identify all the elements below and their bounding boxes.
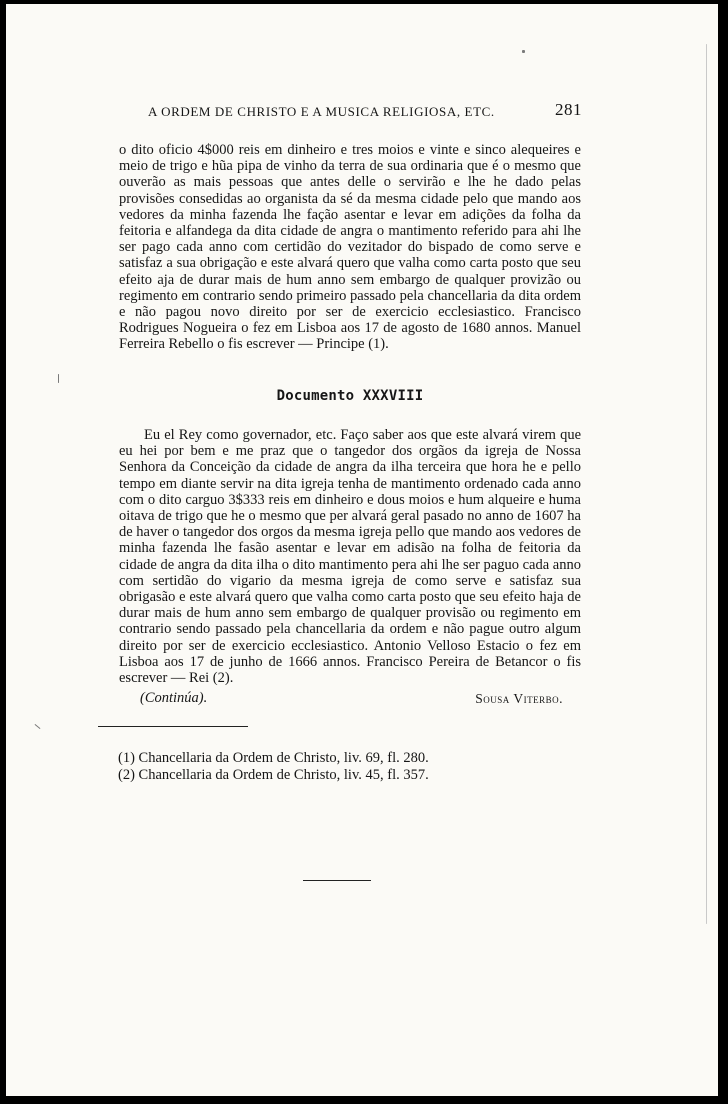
footnotes [118,750,588,784]
body-paragraph-1: o dito oficio 4$000 reis em dinheiro e tres moios e vinte e sinco alequeires e meio de trigo e hũa pipa de vinho da terra de sua ordinaria que é o mesmo que ouverão as mais pessoas que antes delle o servirão e lhe he dado pelas provisões consedidas ao organista da sé da mesma cidade pelo que mando aos vedores da minha fazenda lhe fação asentar e levar em adições da folha da feitoria e alfandega da dita cidade de angra o mantimento referido para ahi lhe ser pago cada anno com certidão do vezitador do bispado de como serve e satisfaz a sua obrigação e este alvará quero que valha como carta posto que seu efeito aja de durar mais de hum anno sem embargo de qualquer provizão ou regimento em contrario sendo primeiro passado pela chancellaria da dita ordem e não pagou novo direito por ser de exercicio ecclesiastico. Francisco Rodrigues Nogueira o fez em Lisboa aos 17 de agosto de 1680 annos. Manuel Ferreira Rebello o fis escrever — Principe (1). [119,142,581,353]
body-paragraph-2: Eu el Rey como governador, etc. Faço saber aos que este alvará virem que eu hei por bem e me praz que o tangedor dos orgãos da igreja de Nossa Senhora da Conceição da cidade de angra da ilha terceira que hora he e pello tempo em diante servir na dita igreja tenha de mantimento ordenado cada anno com o dito carguo 3$333 reis em dinheiro e dous moios e hum alqueire e huma oitava de trigo que he o mesmo que per alvará geral pasado no anno de 1607 ha de haver o tangedor dos orgos da mesma igreja pello que mando aos vedores de minha fazenda lhe fasão asentar e levar em adisão na folha de feitoria da cidade de angra da dita ilha o dito mantimento pera ahi lhe ser paguo cada anno com sertidão do vigario da mesma igreja de como serve e satisfaz sua obrigasão e este alvará quero que valha como carta posto que seu efeito haja de durar mais de hum anno sem embargo de qualquer provisão ou regimento em contrario sendo passado pela chancellaria da ordem e não pague outro algum direito por ser de exercicio ecclesiastico. Antonio Velloso Estacio o fez em Lisboa aos 17 de junho de 1666 annos. Francisco Pereira de Betancor o fis escrever — Rei (2). [119,427,581,687]
book-page [6,4,718,1096]
footnote-1: (1) Chancellaria da Ordem de Christo, liv. 69, fl. 280. [118,750,429,766]
author-signature: Sousa Viterbo. [475,691,563,706]
continua-note: (Continúa). [140,690,208,706]
scan-speck [522,50,525,53]
scan-edge-shadow [706,44,707,924]
footnote-separator-rule [98,726,248,727]
scan-speck [34,724,40,729]
page-number: 281 [555,100,582,119]
end-rule [303,880,371,881]
footnote-2: (2) Chancellaria da Ordem de Christo, liv. 45, fl. 357. [118,767,429,783]
running-title: A ORDEM DE CHRISTO E A MUSICA RELIGIOSA, ETC. [148,104,495,119]
scan-speck [58,374,59,383]
document-heading: Documento XXXVIII [276,388,424,404]
